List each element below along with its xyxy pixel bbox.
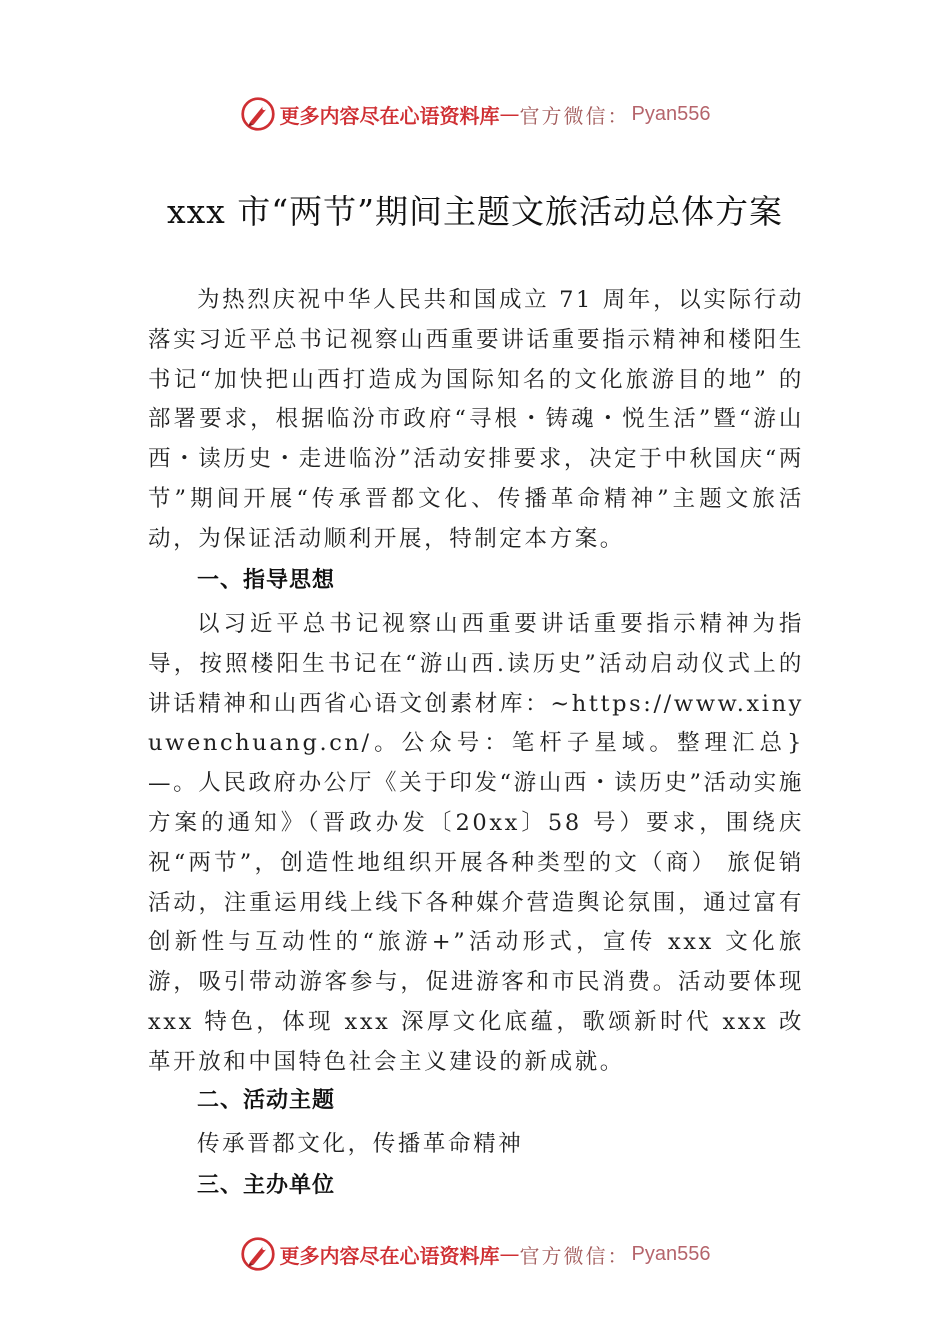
banner-sub-text: 官方微信： [519, 103, 630, 128]
intro-paragraph: 为热烈庆祝中华人民共和国成立 71 周年，以实际行动落实习近平总书记视察山西重要讲话重要指示精神和楼阳生书记“加快把山西打造成为国际知名的文化旅游目的地” 的部署要求，根据临汾市政府“寻根・铸魂・悦生活”暨“游山西・读历史・走进临汾”活动安排要求，决定于中秋国庆“两节”期间开展“传承晋都文化、传播革命精神”主题文旅活动，为保证活动顺利开展，特制定本方案。 [148, 287, 804, 552]
banner-main-text: 更多内容尽在心语资料库 [279, 1243, 500, 1268]
banner-wechat-id: Pyan556 [631, 102, 711, 125]
banner-dash: — [499, 1242, 520, 1266]
section-body-theme: 传承晋都文化，传播革命精神 [197, 1131, 524, 1157]
section-heading-organizer: 三、主办单位 [197, 1173, 336, 1198]
banner-wechat-id: Pyan556 [631, 1242, 711, 1265]
section-heading-guiding-thought: 一、指导思想 [197, 568, 336, 593]
pen-logo-icon [240, 1236, 276, 1272]
pen-logo-icon [240, 96, 276, 132]
footer-banner [0, 1232, 950, 1276]
document-title: xxx 市“两节”期间主题文旅活动总体方案 [166, 192, 784, 231]
header-banner [0, 92, 950, 136]
banner-dash: — [499, 102, 520, 126]
banner-sub-text: 官方微信： [519, 1243, 630, 1268]
section-body-guiding-thought: 以习近平总书记视察山西重要讲话重要指示精神为指导，按照楼阳生书记在“游山西.读历史”活动启动仪式上的讲话精神和山西省心语文创素材库：~https://www.xinyuwenchuang.cn/。公众号：笔杆子星域。整理汇总}—。人民政府办公厅《关于印发“游山西・读历史”活动实施方案的通知》（晋政办发〔20xx〕58 号）要求，围绕庆祝“两节”，创造性地组织开展各种类型的文（商） 旅促销活动，注重运用线上线下各种媒介营造舆论氛围，通过富有创新性与互动性的“旅游+”活动形式，宣传 xxx 文化旅游，吸引带动游客参与，促进游客和市民消费。活动要体现 xxx 特色，体现 xxx 深厚文化底蕴，歌颂新时代 xxx 改革开放和中国特色社会主义建设的新成就。 [148, 611, 804, 1075]
banner-main-text: 更多内容尽在心语资料库 [279, 103, 500, 128]
section-heading-theme: 二、活动主题 [197, 1088, 336, 1113]
